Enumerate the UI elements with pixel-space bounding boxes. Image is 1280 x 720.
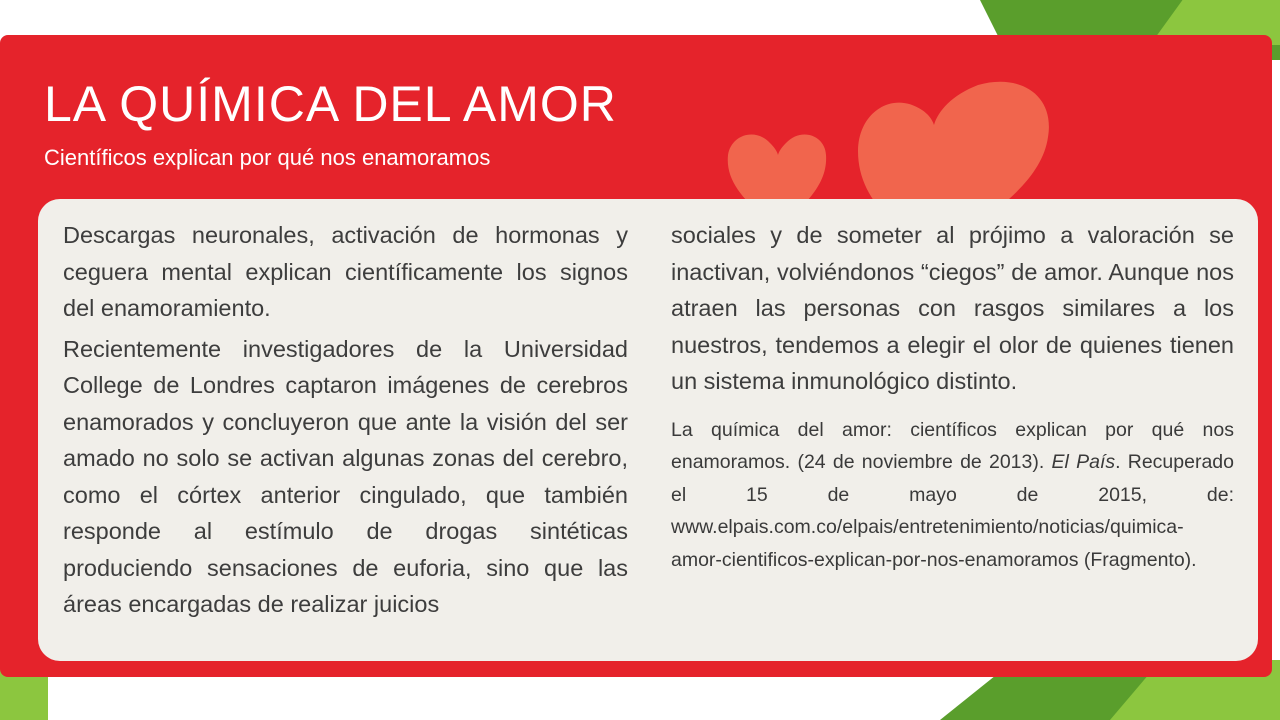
text-column-right [671, 217, 1234, 576]
citation-text: La química del amor: científicos explican por qué nos enamoramos. (24 de noviembre de 2013). [671, 418, 1234, 473]
article-body-panel [38, 199, 1258, 661]
text-column-left [63, 217, 628, 623]
citation-source: El País [1051, 451, 1116, 473]
article-card [0, 35, 1272, 677]
article-title: LA QUÍMICA DEL AMOR [44, 76, 617, 132]
citation-text-after: . Recuperado el 15 de mayo de 2015, de: www.elpais.com.co/elpais/entretenimiento/noticias/quimica-amor-cientificos-explican-por-nos-enamoramos (Fragmento). [671, 451, 1234, 571]
body-paragraph: Recientemente investigadores de la Universidad College de Londres captaron imágenes de cerebros enamorados y concluyeron que ante la visión del ser amado no solo se activan algunas zonas del cerebro, como el córtex anterior cingulado, que también responde al estímulo de drogas sintéticas produciendo sensaciones de euforia, sino que las áreas encargadas de realizar juicios [63, 335, 628, 617]
source-citation [671, 414, 1234, 577]
article-subtitle: Científicos explican por qué nos enamoramos [44, 145, 491, 170]
body-paragraph: sociales y de someter al prójimo a valoración se inactivan, volviéndonos “ciegos” de amor. Aunque nos atraen las personas con rasgos similares a los nuestros, tendemos a elegir el olor de quienes tienen un sistema inmunológico distinto. [671, 222, 1234, 394]
body-paragraph: Descargas neuronales, activación de hormonas y ceguera mental explican científicamente los signos del enamoramiento. [63, 222, 628, 321]
